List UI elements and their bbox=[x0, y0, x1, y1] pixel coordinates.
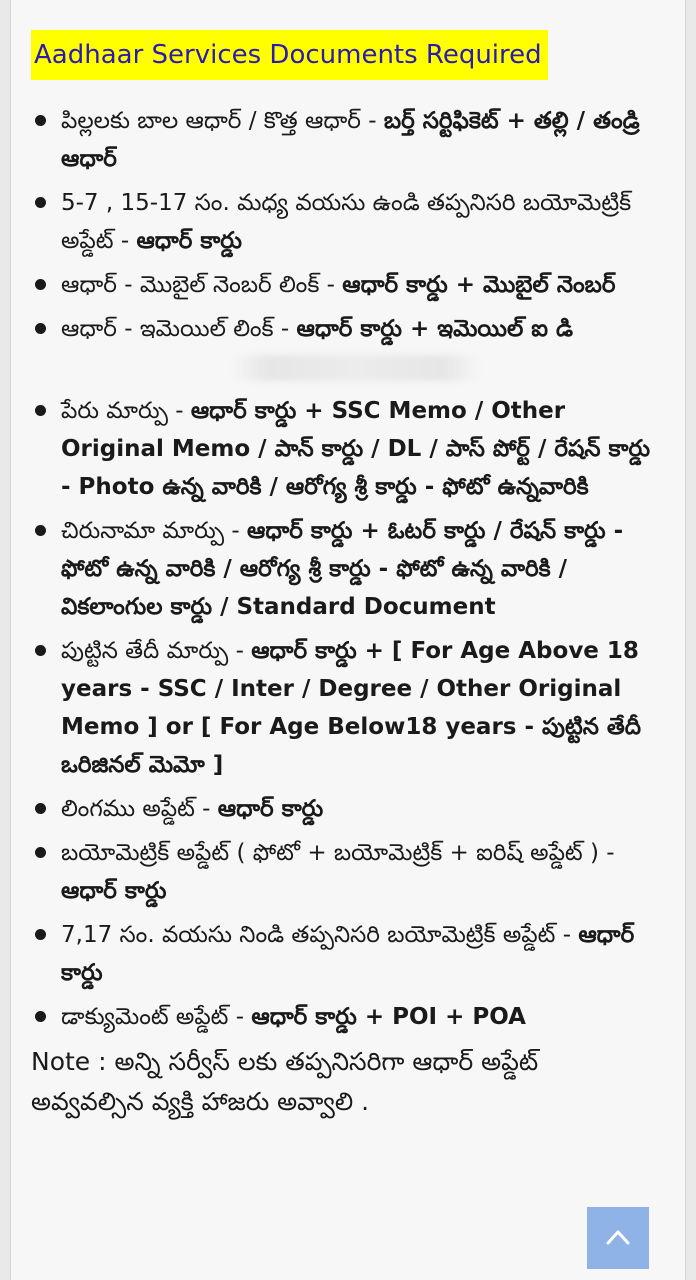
required-documents: ఆధార్ కార్డు bbox=[61, 922, 635, 986]
list-item: ఆధార్ - మొబైల్ నెంబర్ లింక్ - ఆధార్ కార్డు + మొబైల్ నెంబర్ bbox=[31, 266, 667, 304]
bullet-icon bbox=[35, 525, 46, 536]
service-label: పుట్టిన తేదీ మార్పు bbox=[61, 638, 229, 664]
bullet-icon bbox=[35, 197, 46, 208]
list-item: పేరు మార్పు - ఆధార్ కార్డు + SSC Memo / Other Original Memo / పాన్ కార్డు / DL / పాస్ పోర్ట్ / రేషన్ కార్డు - Photo ఉన్న వారికి / ఆరోగ్య శ్రీ కార్డు - ఫోటో ఉన్నవారికి bbox=[31, 392, 667, 506]
required-documents: ఆధార్ కార్డు + SSC Memo / Other Original Memo / పాన్ కార్డు / DL / పాస్ పోర్ట్ / రేషన్ కార్డు - Photo ఉన్న వారికి / ఆరోగ్య శ్రీ కార్డు - ఫోటో ఉన్నవారికి bbox=[61, 398, 651, 500]
service-label: ఆధార్ - ఇమెయిల్ లింక్ bbox=[61, 316, 274, 342]
list-item: లింగము అప్డేట్ - ఆధార్ కార్డు bbox=[31, 790, 667, 828]
bullet-icon bbox=[35, 405, 46, 416]
documents-list bbox=[31, 102, 667, 1036]
service-label: బయోమెట్రిక్ అప్డేట్ ( ఫోటో + బయోమెట్రిక్ + ఐరిష్ అప్డేట్ ) bbox=[61, 840, 599, 866]
required-documents: బర్త్ సర్టిఫికెట్ + తల్లి / తండ్రి ఆధార్ bbox=[61, 108, 640, 172]
bullet-icon bbox=[35, 279, 46, 290]
list-item: పిల్లలకు బాల ఆధార్ / కొత్త ఆధార్ - బర్త్ సర్టిఫికెట్ + తల్లి / తండ్రి ఆధార్ bbox=[31, 102, 667, 178]
service-label: 5-7 , 15-17 సం. మధ్య వయసు ఉండి తప్పనిసరి బయోమెట్రిక్ అప్డేట్ bbox=[61, 190, 632, 254]
page-title: Aadhaar Services Documents Required bbox=[31, 30, 548, 80]
service-label: లింగము అప్డేట్ bbox=[61, 796, 195, 822]
bullet-icon bbox=[35, 803, 46, 814]
blurred-watermark bbox=[231, 355, 481, 381]
note-text: Note : అన్ని సర్వీస్ లకు తప్పనిసరిగా ఆధార్ అప్డేట్ అవ్వవల్సిన వ్యక్తి హాజరు అవ్వాలి . bbox=[31, 1047, 539, 1116]
bullet-icon bbox=[35, 1011, 46, 1022]
required-documents: ఆధార్ కార్డు bbox=[136, 228, 242, 254]
service-label: చిరునామా మార్పు bbox=[61, 518, 225, 544]
required-documents: ఆధార్ కార్డు + ఓటర్ కార్డు / రేషన్ కార్డు - ఫోటో ఉన్న వారికి / ఆరోగ్య శ్రీ కార్డు - ఫోటో ఉన్న వారికి / వికలాంగుల కార్డు / Standard Document bbox=[61, 518, 624, 620]
list-item: పుట్టిన తేదీ మార్పు - ఆధార్ కార్డు + [ For Age Above 18 years - SSC / Inter / Degree / Other Original Memo ] or [ For Age Below18 years - పుట్టిన తేదీ ఒరిజినల్ మెమో ] bbox=[31, 632, 667, 784]
list-item: డాక్యుమెంట్ అప్డేట్ - ఆధార్ కార్డు + POI + POA bbox=[31, 998, 667, 1036]
service-label: పిల్లలకు బాల ఆధార్ / కొత్త ఆధార్ bbox=[61, 108, 361, 134]
required-documents: ఆధార్ కార్డు + ఇమెయిల్ ఐ డి bbox=[296, 316, 574, 342]
list-item: 5-7 , 15-17 సం. మధ్య వయసు ఉండి తప్పనిసరి బయోమెట్రిక్ అప్డేట్ - ఆధార్ కార్డు bbox=[31, 184, 667, 260]
bullet-icon bbox=[35, 115, 46, 126]
required-documents: ఆధార్ కార్డు + POI + POA bbox=[251, 1004, 526, 1030]
service-label: 7,17 సం. వయసు నిండి తప్పనిసరి బయోమెట్రిక్ అప్డేట్ bbox=[61, 922, 556, 948]
required-documents: ఆధార్ కార్డు + మొబైల్ నెంబర్ bbox=[342, 272, 616, 298]
service-label: పేరు మార్పు bbox=[61, 398, 168, 424]
required-documents: ఆధార్ కార్డు bbox=[61, 878, 167, 904]
list-item: 7,17 సం. వయసు నిండి తప్పనిసరి బయోమెట్రిక్ అప్డేట్ - ఆధార్ కార్డు bbox=[31, 916, 667, 992]
bullet-icon bbox=[35, 847, 46, 858]
list-item: చిరునామా మార్పు - ఆధార్ కార్డు + ఓటర్ కార్డు / రేషన్ కార్డు - ఫోటో ఉన్న వారికి / ఆరోగ్య శ్రీ కార్డు - ఫోటో ఉన్న వారికి / వికలాంగుల కార్డు / Standard Document bbox=[31, 512, 667, 626]
list-item: బయోమెట్రిక్ అప్డేట్ ( ఫోటో + బయోమెట్రిక్ + ఐరిష్ అప్డేట్ ) - ఆధార్ కార్డు bbox=[31, 834, 667, 910]
scroll-to-top-button[interactable] bbox=[587, 1207, 649, 1269]
required-documents: ఆధార్ కార్డు + [ For Age Above 18 years - SSC / Inter / Degree / Other Original Memo ] or [ For Age Below18 years - పుట్టిన తేదీ ఒరిజినల్ మెమో ] bbox=[61, 638, 642, 778]
bullet-icon bbox=[35, 323, 46, 334]
bullet-icon bbox=[35, 645, 46, 656]
bullet-icon bbox=[35, 929, 46, 940]
service-label: డాక్యుమెంట్ అప్డేట్ bbox=[61, 1004, 229, 1030]
article-body bbox=[10, 0, 686, 1280]
required-documents: ఆధార్ కార్డు bbox=[217, 796, 324, 822]
chevron-up-icon bbox=[606, 1229, 630, 1245]
service-label: ఆధార్ - మొబైల్ నెంబర్ లింక్ bbox=[61, 272, 320, 298]
list-item: ఆధార్ - ఇమెయిల్ లింక్ - ఆధార్ కార్డు + ఇమెయిల్ ఐ డి bbox=[31, 310, 667, 386]
